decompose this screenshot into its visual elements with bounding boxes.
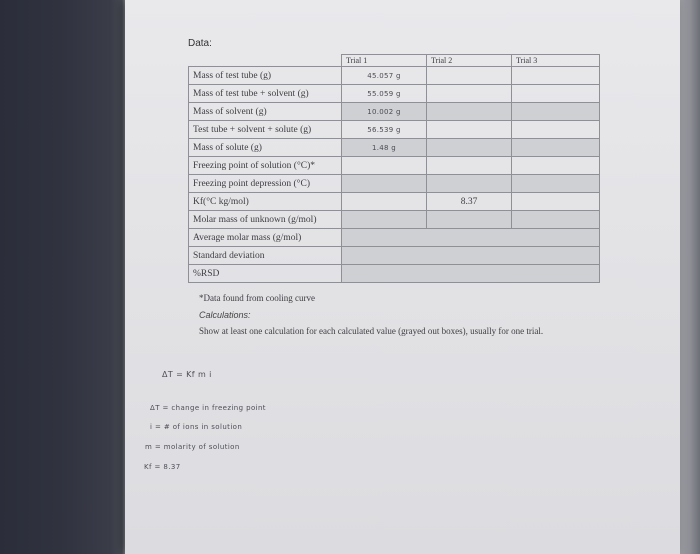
trial-2-cell — [427, 67, 512, 85]
handwritten-formula: ΔT = Kf m i — [162, 370, 212, 379]
trial-3-cell — [512, 193, 600, 211]
handwritten-note: Kf = 8.37 — [144, 463, 181, 471]
row-label: Average molar mass (g/mol) — [189, 229, 342, 247]
trial-3-cell — [512, 139, 600, 157]
trial-2-cell — [427, 175, 512, 193]
handwritten-value: 1.48 g — [371, 143, 397, 152]
calculations-label: Calculations: — [199, 310, 251, 320]
table-row — [189, 139, 600, 157]
table-row — [189, 67, 600, 85]
table-row — [189, 103, 600, 121]
trial-1-cell — [342, 67, 427, 85]
table-row — [189, 85, 600, 103]
row-label: Test tube + solvent + solute (g) — [189, 121, 342, 139]
data-table — [188, 54, 600, 283]
trial-2-cell: 8.37 — [427, 193, 512, 211]
header-trial-3: Trial 3 — [512, 55, 600, 67]
table-row — [189, 121, 600, 139]
row-label: Mass of solvent (g) — [189, 103, 342, 121]
handwritten-note: i = # of ions in solution — [150, 423, 243, 431]
trial-3-cell — [512, 175, 600, 193]
trial-3-cell — [512, 211, 600, 229]
table-row — [189, 229, 600, 247]
handwritten-value: 45.057 g — [367, 71, 401, 80]
trial-1-cell — [342, 121, 427, 139]
trial-3-cell — [512, 121, 600, 139]
table-row — [189, 247, 600, 265]
trial-3-cell — [512, 85, 600, 103]
trial-1-cell — [342, 211, 427, 229]
row-label: %RSD — [189, 265, 342, 283]
trial-2-cell — [427, 157, 512, 175]
row-label: Molar mass of unknown (g/mol) — [189, 211, 342, 229]
handwritten-value: 10.002 g — [367, 107, 401, 116]
table-row — [189, 193, 600, 211]
row-label: Kf(°C kg/mol) — [189, 193, 342, 211]
data-heading: Data: — [188, 38, 212, 49]
table-header-row — [189, 55, 600, 67]
trial-2-cell — [427, 85, 512, 103]
row-label: Standard deviation — [189, 247, 342, 265]
trial-2-cell — [427, 211, 512, 229]
merged-value-cell — [342, 265, 600, 283]
trial-3-cell — [512, 67, 600, 85]
trial-3-cell — [512, 103, 600, 121]
instruction-text: Show at least one calculation for each calculated value (grayed out boxes), usually for one trial. — [199, 326, 544, 336]
handwritten-value: 55.059 g — [367, 89, 401, 98]
row-label: Mass of solute (g) — [189, 139, 342, 157]
row-label: Freezing point depression (°C) — [189, 175, 342, 193]
handwritten-value: 56.539 g — [367, 125, 401, 134]
trial-2-cell — [427, 139, 512, 157]
footnote: *Data found from cooling curve — [199, 293, 315, 303]
trial-2-cell — [427, 121, 512, 139]
header-blank-cell — [189, 55, 342, 67]
table-row — [189, 265, 600, 283]
trial-1-cell — [342, 85, 427, 103]
merged-value-cell — [342, 247, 600, 265]
trial-3-cell — [512, 157, 600, 175]
trial-1-cell — [342, 139, 427, 157]
trial-1-cell — [342, 193, 427, 211]
merged-value-cell — [342, 229, 600, 247]
header-trial-1: Trial 1 — [342, 55, 427, 67]
handwritten-note: m = molarity of solution — [145, 443, 240, 451]
header-trial-2: Trial 2 — [427, 55, 512, 67]
trial-1-cell — [342, 157, 427, 175]
table-row — [189, 211, 600, 229]
table-row — [189, 157, 600, 175]
trial-1-cell — [342, 175, 427, 193]
row-label: Mass of test tube (g) — [189, 67, 342, 85]
table-row — [189, 175, 600, 193]
handwritten-note: ΔT = change in freezing point — [150, 404, 266, 412]
row-label: Mass of test tube + solvent (g) — [189, 85, 342, 103]
trial-2-cell — [427, 103, 512, 121]
row-label: Freezing point of solution (°C)* — [189, 157, 342, 175]
trial-1-cell — [342, 103, 427, 121]
